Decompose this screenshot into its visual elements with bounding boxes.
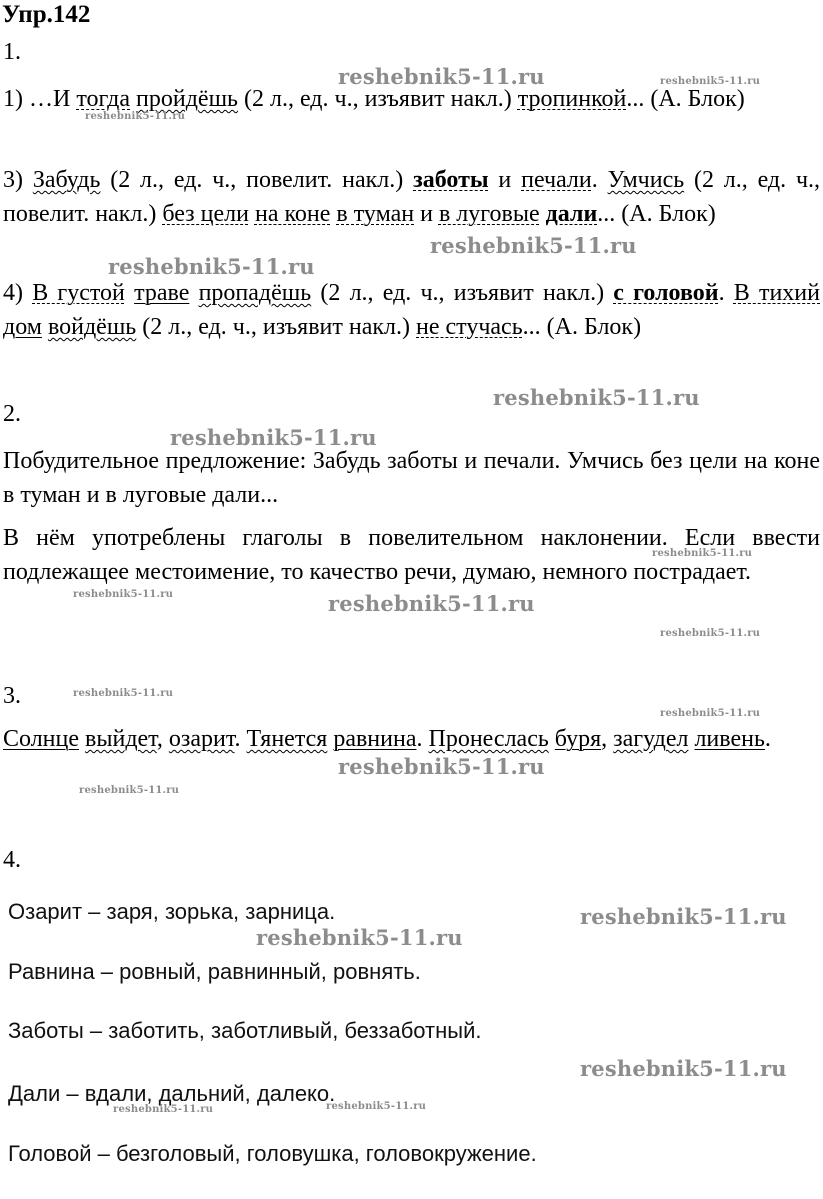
watermark: reshebnik5-11.ru	[660, 708, 761, 719]
watermark: reshebnik5-11.ru	[113, 1104, 214, 1115]
watermark: reshebnik5-11.ru	[660, 76, 761, 87]
watermark: reshebnik5-11.ru	[660, 628, 761, 639]
watermark: reshebnik5-11.ru	[652, 548, 753, 559]
watermark: reshebnik5-11.ru	[73, 589, 174, 600]
watermark: reshebnik5-11.ru	[79, 785, 180, 796]
watermark: reshebnik5-11.ru	[580, 1056, 787, 1081]
section-1-item-3: 3) Забудь (2 л., ед. ч., повелит. накл.) заботы и печали. Умчись (2 л., ед. ч., повелит. накл.) без цели на коне в туман и в луговые дали... (А. Блок)	[3, 167, 821, 227]
word-family-row-2: Равнина – ровный, равнинный, ровнять.	[8, 959, 421, 984]
section-1-item-1: 1) …И тогда пройдёшь (2 л., ед. ч., изъявит накл.) тропинкой... (А. Блок)	[3, 86, 745, 112]
section-2-paragraph-1: Побудительное предложение: Забудь заботы и печали. Умчись без цели на коне в туман и в луговые дали...	[3, 448, 820, 508]
word-family-row-3: Заботы – заботить, заботливый, беззаботный.	[8, 1018, 482, 1043]
section-3-number: 3.	[3, 683, 21, 709]
watermark: reshebnik5-11.ru	[328, 591, 535, 616]
watermark: reshebnik5-11.ru	[493, 385, 700, 410]
word-family-row-1: Озарит – заря, зорька, зарница.	[8, 899, 336, 924]
word-family-row-4: Дали – вдали, дальний, далеко.	[8, 1081, 336, 1106]
watermark: reshebnik5-11.ru	[85, 111, 186, 122]
word-family-row-5: Головой – безголовый, головушка, головокружение.	[8, 1141, 537, 1166]
watermark: reshebnik5-11.ru	[170, 425, 377, 450]
watermark: reshebnik5-11.ru	[338, 754, 545, 779]
section-1-item-4: 4) В густой траве пропадёшь (2 л., ед. ч., изъявит накл.) с головой. В тихий дом войдёшь (2 л., ед. ч., изъявит накл.) не стучась... (А. Блок)	[3, 280, 820, 340]
watermark: reshebnik5-11.ru	[430, 233, 637, 258]
section-2-number: 2.	[3, 401, 21, 427]
section-1-number: 1.	[3, 39, 21, 65]
watermark: reshebnik5-11.ru	[73, 688, 174, 699]
watermark: reshebnik5-11.ru	[580, 904, 787, 929]
section-2-paragraph-2: В нём употреблены глаголы в повелительном наклонении. Если ввести подлежащее местоимение, то качество речи, думаю, немного пострадает.	[3, 525, 820, 585]
watermark: reshebnik5-11.ru	[326, 1101, 427, 1112]
section-3-paragraph: Солнце выйдет, озарит. Тянется равнина. Пронеслась буря, загудел ливень.	[3, 726, 771, 752]
section-4-number: 4.	[3, 847, 21, 873]
watermark: reshebnik5-11.ru	[338, 64, 545, 89]
watermark: reshebnik5-11.ru	[108, 254, 315, 279]
watermark: reshebnik5-11.ru	[256, 925, 463, 950]
exercise-title: Упр.142	[2, 1, 91, 28]
